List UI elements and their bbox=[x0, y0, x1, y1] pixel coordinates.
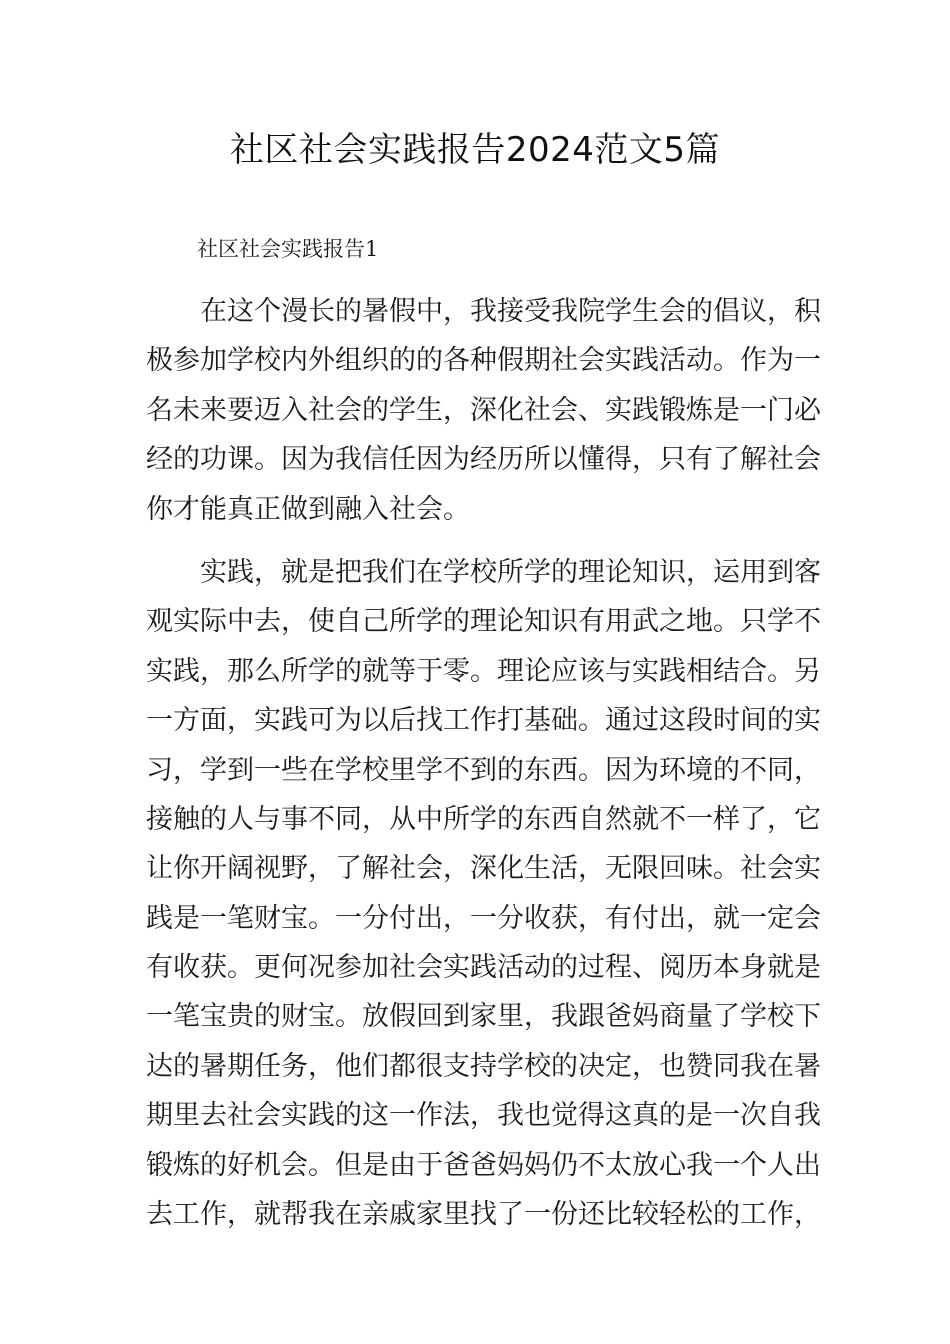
text-line: 践是一笔财宝。一分付出，一分收获，有付出，就一定会 bbox=[146, 902, 821, 934]
document-body bbox=[146, 229, 821, 1239]
paragraph-2 bbox=[146, 548, 821, 1239]
text-line: 观实际中去，使自己所学的理论知识有用武之地。只学不 bbox=[146, 606, 821, 638]
text-line: 实践，那么所学的就等于零。理论应该与实践相结合。另 bbox=[146, 655, 821, 687]
text-line: 锻炼的好机会。但是由于爸爸妈妈仍不太放心我一个人出 bbox=[146, 1149, 821, 1181]
text-line: 习，学到一些在学校里学不到的东西。因为环境的不同， bbox=[146, 754, 821, 786]
text-line: 经的功课。因为我信任因为经历所以懂得，只有了解社会 bbox=[146, 444, 821, 476]
text-line: 一方面，实践可为以后找工作打基础。通过这段时间的实 bbox=[146, 705, 821, 737]
text-line: 让你开阔视野，了解社会，深化生活，无限回味。社会实 bbox=[146, 853, 821, 885]
text-line: 达的暑期任务，他们都很支持学校的决定，也赞同我在暑 bbox=[146, 1050, 821, 1082]
section-heading: 社区社会实践报告1 bbox=[197, 237, 379, 261]
text-line: 在这个漫长的暑假中，我接受我院学生会的倡议，积 bbox=[200, 296, 821, 327]
text-line: 名未来要迈入社会的学生，深化社会、实践锻炼是一门必 bbox=[146, 394, 821, 426]
text-line: 接触的人与事不同，从中所学的东西自然就不一样了，它 bbox=[146, 803, 821, 835]
text-line: 极参加学校内外组织的的各种假期社会实践活动。作为一 bbox=[146, 345, 821, 377]
text-line: 期里去社会实践的这一作法，我也觉得这真的是一次自我 bbox=[146, 1100, 821, 1132]
text-line: 你才能真正做到融入社会。 bbox=[146, 493, 470, 525]
paragraph-1 bbox=[146, 287, 821, 534]
text-line: 实践，就是把我们在学校所学的理论知识，运用到客 bbox=[200, 556, 821, 588]
document-title: 社区社会实践报告2024范文5篇 bbox=[229, 130, 721, 170]
text-line: 去工作，就帮我在亲戚家里找了一份还比较轻松的工作， bbox=[146, 1199, 821, 1231]
text-line: 一笔宝贵的财宝。放假回到家里，我跟爸妈商量了学校下 bbox=[146, 1001, 821, 1033]
text-line: 有收获。更何况参加社会实践活动的过程、阅历本身就是 bbox=[146, 952, 821, 984]
